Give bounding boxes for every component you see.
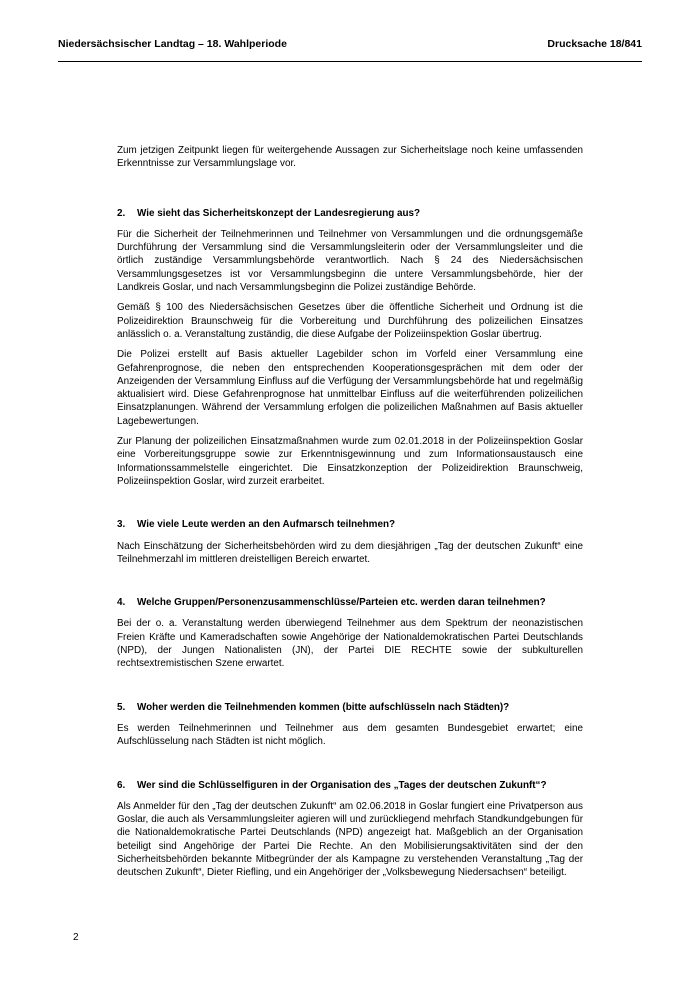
question-number: 6. (117, 779, 126, 791)
section-4 (117, 596, 583, 670)
answer-paragraph: Es werden Teilnehmerinnen und Teilnehmer aus dem gesamten Bundesgebiet erwartet; eine Aufschlüsselung nach Städten ist nicht möglich. (117, 722, 583, 748)
answer-paragraph: Zur Planung der polizeilichen Einsatzmaßnahmen wurde zum 02.01.2018 in der Polizeiinspektion Goslar eine Vorbereitungsgruppe sowie zur Erkenntnisgewinnung und zum Informationsaustausch eine Informationssammelstelle eingerichtet. Die Einsatzkonzeption der Polizeidirektion Braunschweig, Polizeiinspektion Goslar, wird zurzeit erarbeitet. (117, 436, 583, 487)
answer-paragraph: Für die Sicherheit der Teilnehmerinnen und Teilnehmer von Versammlungen und die ordnungsgemäße Durchführung der Versammlung sind die Versammlungsleiterin oder der Versammlungsleiter und die örtlich zuständige Versammlungsbehörde verantwortlich. Nach § 24 des Niedersächsischen Versammlungsgesetzes ist vor Versammlungsbeginn die untere Versammlungsbehörde, hier der Landkreis Goslar, und nach Versammlungsbeginn die Polizei zuständige Behörde. (117, 228, 583, 294)
section-2 (117, 207, 583, 489)
header-divider (58, 61, 642, 62)
answer-paragraph: Bei der o. a. Veranstaltung werden überwiegend Teilnehmer aus dem Spektrum der neonazistischen Freien Kräfte und Kameradschaften sowie Angehörige der Nationaldemokratischen Partei Deutschlands (NPD), der Jungen Nationalisten (JN), der Partei DIE RECHTE sowie der subkulturellen rechtsextremistischen Szene erwartet. (117, 618, 583, 670)
page-header (58, 38, 642, 50)
question-text: Wie sieht das Sicherheitskonzept der Landesregierung aus? (137, 207, 421, 219)
document-body (117, 144, 583, 910)
question-text: Wer sind die Schlüsselfiguren in der Organisation des „Tages der deutschen Zukunft“? (137, 779, 547, 791)
question-text: Welche Gruppen/Personenzusammenschlüsse/Parteien etc. werden daran teilnehmen? (137, 597, 546, 609)
answer-paragraph: Gemäß § 100 des Niedersächsischen Gesetzes über die öffentliche Sicherheit und Ordnung ist die Polizeidirektion Braunschweig für die Vorbereitung und Durchführung des polizeilichen Einsatzes anlässlich o. a. Veranstaltung zuständig, die diese Aufgabe der Polizeiinspektion Goslar übertrug. (117, 302, 583, 340)
answer-paragraph: Als Anmelder für den „Tag der deutschen Zukunft“ am 02.06.2018 in Goslar fungiert eine Privatperson aus Goslar, die auch als Versammlungsleiter agieren will und zurückliegend mehrfach Standkundgebungen für die Nationaldemokratische Partei Deutschlands (NPD) angezeigt hat. Maßgeblich an der Organisation beteiligt sind Angehörige der Partei Die Rechte. An den Mobilisierungsaktivitäten sind der den Sicherheitsbehörden bekannte Mitbegründer der als Kampagne zu verstehenden Veranstaltung „Tag der deutschen Zukunft“, Dieter Riefling, und ein Angehöriger der „Volksbewegung Niedersachsen“ beteiligt. (117, 800, 583, 879)
section-5 (117, 701, 583, 749)
header-document-number: Drucksache 18/841 (547, 38, 642, 50)
question-number: 5. (117, 701, 126, 713)
header-title: Niedersächsischer Landtag – 18. Wahlperiode (58, 38, 287, 50)
question-heading (117, 596, 583, 609)
question-number: 4. (117, 597, 126, 609)
question-number: 2. (117, 207, 126, 219)
answer-paragraph: Nach Einschätzung der Sicherheitsbehörden wird zu dem diesjährigen „Tag der deutschen Zukunft“ eine Teilnehmerzahl im mittleren dreistelligen Bereich erwartet. (117, 540, 583, 565)
question-number: 3. (117, 519, 126, 531)
question-text: Wie viele Leute werden an den Aufmarsch teilnehmen? (137, 519, 396, 531)
intro-paragraph: Zum jetzigen Zeitpunkt liegen für weitergehende Aussagen zur Sicherheitslage noch keine umfassenden Erkenntnisse zur Versammlungslage vor. (117, 145, 583, 170)
question-text: Woher werden die Teilnehmenden kommen (bitte aufschlüsseln nach Städten)? (137, 701, 510, 713)
answer-paragraph: Die Polizei erstellt auf Basis aktueller Lagebilder schon im Vorfeld einer Versammlung eine Gefahrenprognose, die neben den entsprechenden Kooperationsgesprächen mit dem oder der Anzeigenden der Versammlung Einfluss auf die Verfügung der Versammlungsbehörde hat und regelmäßig aktualisiert wird. Diese Gefahrenprognose hat unmittelbar Einfluss auf die weiterführenden polizeilichen Einsatzplanungen. Während der Versammlung erfolgen die polizeilichen Maßnahmen auf Basis aktueller Lagebewertungen. (117, 349, 583, 427)
page-number: 2 (73, 932, 79, 943)
question-heading (117, 207, 583, 220)
question-heading (117, 518, 583, 531)
section-6 (117, 779, 583, 880)
question-heading (117, 701, 583, 714)
section-3 (117, 518, 583, 566)
question-heading (117, 779, 583, 792)
